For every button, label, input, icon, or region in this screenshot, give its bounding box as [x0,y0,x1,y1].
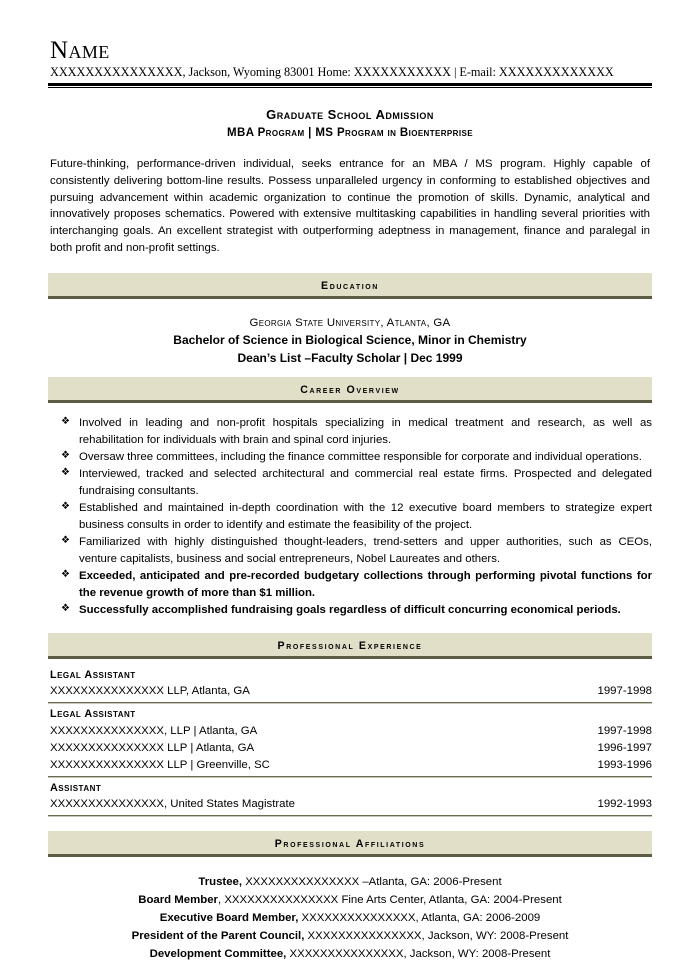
bullet-text: Familiarized with highly distinguished thought-leaders, trend-setters and upper authorities, such as CEOs, venture capitalists, business and social entrepreneurs, Nobel Laureates and others. [79,536,652,566]
bullet-text: Successfully accomplished fundraising goals regardless of difficult concurring economical periods. [79,604,621,617]
experience-divider [48,776,652,778]
affiliation-detail: XXXXXXXXXXXXXXX, Jackson, WY: 2008-Present [286,947,551,960]
candidate-name: Name [50,37,110,64]
experience-row [50,683,652,700]
career-overview-bullet [48,449,652,466]
affiliation-detail: XXXXXXXXXXXXXXX, Jackson, WY: 2008-Present [304,929,569,942]
affiliation-line [48,946,652,964]
diamond-bullet-icon: ❖ [61,535,70,547]
experience-job-title: Legal Assistant [50,669,136,682]
experience-row [50,796,652,813]
section-label: Professional Affiliations [274,838,426,851]
experience-employer: XXXXXXXXXXXXXXX LLP | Greenville, SC [50,758,270,771]
affiliation-role: Board Member [138,894,218,907]
experience-employer: XXXXXXXXXXXXXXX LLP, Atlanta, GA [50,685,250,698]
experience-job-title: Assistant [50,781,102,794]
education-block [48,315,652,367]
bullet-text: Exceeded, anticipated and pre-recorded budgetary collections through performing pivotal functions for the revenue growth of more than $1 million. [79,570,652,600]
education-honors: Dean’s List –Faculty Scholar | Dec 1999 [237,350,463,365]
experience-row [50,740,652,757]
diamond-bullet-icon: ❖ [61,467,70,479]
diamond-bullet-icon: ❖ [61,415,70,427]
diamond-bullet-icon: ❖ [61,569,70,581]
section-label: Professional Experience [277,640,423,653]
experience-divider [48,815,652,817]
affiliation-detail: XXXXXXXXXXXXXXX –Atlanta, GA: 2006-Present [242,876,502,889]
career-overview-bullet [48,415,652,449]
affiliations-list [48,874,652,964]
bullet-text: Oversaw three committees, including the finance committee responsible for corporate and individual operations. [79,450,642,463]
affiliation-detail: , XXXXXXXXXXXXXXX Fine Arts Center, Atlanta, GA: 2004-Present [217,894,562,907]
experience-group [48,667,652,700]
experience-employer: XXXXXXXXXXXXXXX, LLP | Atlanta, GA [50,724,258,737]
bullet-text: Established and maintained in-depth coordination with the 12 executive board members to strategize expert business consults in order to identify and estimate the feasibility of the project. [79,502,652,531]
experience-dates: 1997-1998 [597,724,652,737]
career-overview-bullet [48,602,652,619]
experience-dates: 1996-1997 [597,741,652,754]
objective-subtitle: MBA Program | MS Program in Bioenterprise [227,127,473,140]
education-school: Georgia State University, Atlanta, GA [249,317,451,330]
section-label: Career Overview [300,383,400,396]
diamond-bullet-icon: ❖ [61,603,70,615]
section-header-education [48,273,652,299]
affiliation-role: Development Committee, [149,947,287,960]
experience-group [48,706,652,774]
education-degree: Bachelor of Science in Biological Science, Minor in Chemistry [173,333,527,348]
objective-title-block [48,106,652,142]
resume-header [48,38,652,88]
career-overview-list [48,415,652,619]
contact-line: XXXXXXXXXXXXXXX, Jackson, Wyoming 83001 Home: XXXXXXXXXXX | E-mail: XXXXXXXXXXXXX [50,65,614,80]
experience-dates: 1993-1996 [597,758,652,771]
experience-divider [48,702,652,704]
affiliation-role: Executive Board Member, [159,912,299,925]
diamond-bullet-icon: ❖ [61,449,70,461]
affiliation-detail: XXXXXXXXXXXXXXX, Atlanta, GA: 2006-2009 [298,912,541,925]
career-overview-bullet [48,568,652,602]
experience-employer: XXXXXXXXXXXXXXX LLP | Atlanta, GA [50,741,255,754]
professional-summary: Future-thinking, performance-driven individual, seeks entrance for an MBA / MS program. Highly capable of consistently delivering bottom-line results. Possess unparalleled urgency in conforming to established objectives and pursuing advancement within academic organization to continue the promotion of skills. Dynamic, analytical and innovatively proposes schematics. Powered with extensive multitasking capabilities in handling several priorities with interchanging goals. An excellent strategist with outperforming adeptness in management, finance and paralegal in both profit and non-profit settings. [50,157,650,255]
affiliation-line [48,928,652,946]
diamond-bullet-icon: ❖ [61,501,70,513]
affiliation-line [48,874,652,892]
section-label: Education [321,280,379,293]
affiliation-role: President of the Parent Council, [131,929,305,942]
bullet-text: Involved in leading and non-profit hospitals specializing in medical treatment and research, as well as rehabilitation for individuals with brain and spinal cord injuries. [79,416,652,446]
experience-employer: XXXXXXXXXXXXXXX, United States Magistrate [50,798,296,811]
header-divider [48,83,652,88]
objective-title: Graduate School Admission [266,107,434,123]
section-header-professional-affiliations [48,831,652,857]
affiliation-line [48,910,652,928]
experience-group [48,780,652,813]
career-overview-bullet [48,534,652,568]
career-overview-bullet [48,500,652,534]
experience-dates: 1997-1998 [597,685,652,698]
experience-list [48,667,652,817]
section-header-career-overview [48,377,652,403]
career-overview-bullet [48,466,652,500]
section-header-professional-experience [48,633,652,659]
experience-row [50,757,652,774]
affiliation-line [48,892,652,910]
bullet-text: Interviewed, tracked and selected architectural and commercial real estate firms. Prospected and delegated fundraising consultants. [79,468,652,497]
experience-row [50,723,652,740]
affiliation-role: Trustee, [198,876,243,889]
experience-job-title: Legal Assistant [50,708,136,721]
experience-dates: 1992-1993 [597,798,652,811]
